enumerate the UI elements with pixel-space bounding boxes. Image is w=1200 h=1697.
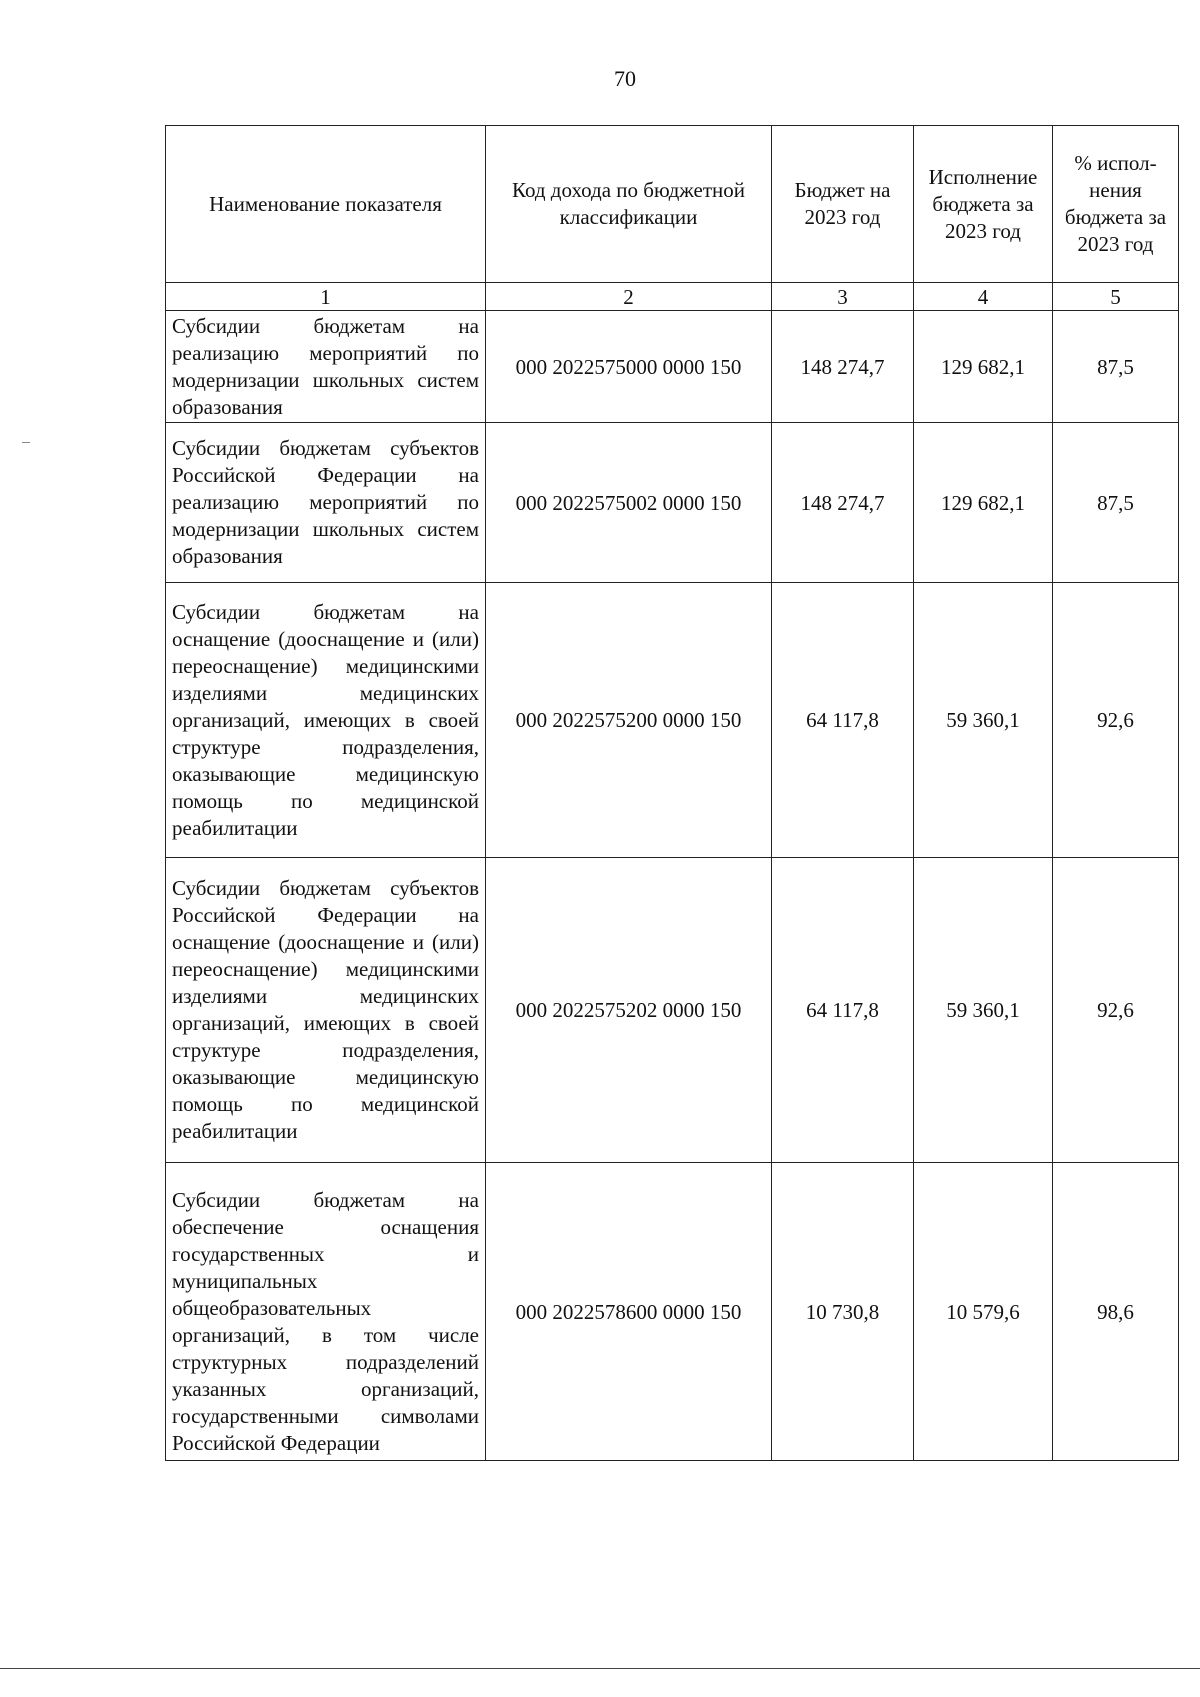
margin-mark <box>22 442 30 443</box>
table-row <box>166 311 1179 423</box>
table-row <box>166 858 1179 1163</box>
income-code: 000 2022578600 0000 150 <box>486 1163 772 1461</box>
table-header-row <box>166 126 1179 283</box>
indicator-name: Субсидии бюджетам на оснащение (дооснащение и (или) переоснащение) медицинскими изделиями медицинских организаций, имеющих в своей структуре подразделения, оказывающие медицинскую помощь по медицинской реабилитации <box>166 583 486 858</box>
budget-value: 148 274,7 <box>772 423 914 583</box>
income-code: 000 2022575202 0000 150 <box>486 858 772 1163</box>
header-indicator-name: Наименование показателя <box>166 126 486 283</box>
execution-value: 10 579,6 <box>914 1163 1053 1461</box>
footer-rule <box>0 1668 1200 1669</box>
execution-value: 59 360,1 <box>914 858 1053 1163</box>
budget-execution-table <box>165 125 1179 1461</box>
table-row <box>166 1163 1179 1461</box>
execution-value: 129 682,1 <box>914 311 1053 423</box>
table-row <box>166 423 1179 583</box>
execution-value: 59 360,1 <box>914 583 1053 858</box>
budget-value: 64 117,8 <box>772 858 914 1163</box>
column-number: 2 <box>486 283 772 311</box>
execution-percent: 92,6 <box>1053 583 1179 858</box>
column-number: 1 <box>166 283 486 311</box>
indicator-name: Субсидии бюджетам на реализацию мероприятий по модернизации школьных систем образования <box>166 311 486 423</box>
execution-percent: 98,6 <box>1053 1163 1179 1461</box>
execution-percent: 87,5 <box>1053 423 1179 583</box>
header-income-code: Код дохода по бюджетной классификации <box>486 126 772 283</box>
header-budget-2023: Бюджет на 2023 год <box>772 126 914 283</box>
budget-value: 64 117,8 <box>772 583 914 858</box>
indicator-name: Субсидии бюджетам субъектов Российской Федерации на оснащение (дооснащение и (или) переоснащение) медицинскими изделиями медицинских организаций, имеющих в своей структуре подразделения, оказывающие медицинскую помощь по медицинской реабилитации <box>166 858 486 1163</box>
header-execution-percent: % испол-нения бюджета за 2023 год <box>1053 126 1179 283</box>
indicator-name: Субсидии бюджетам на обеспечение оснащения государственных и муниципальных общеобразовательных организаций, в том числе структурных подразделений указанных организаций, государственными символами Российской Федерации <box>166 1163 486 1461</box>
execution-percent: 92,6 <box>1053 858 1179 1163</box>
header-execution-2023: Исполнение бюджета за 2023 год <box>914 126 1053 283</box>
column-number-row <box>166 283 1179 311</box>
column-number: 5 <box>1053 283 1179 311</box>
budget-value: 10 730,8 <box>772 1163 914 1461</box>
execution-value: 129 682,1 <box>914 423 1053 583</box>
column-number: 3 <box>772 283 914 311</box>
budget-value: 148 274,7 <box>772 311 914 423</box>
indicator-name: Субсидии бюджетам субъектов Российской Федерации на реализацию мероприятий по модернизации школьных систем образования <box>166 423 486 583</box>
income-code: 000 2022575200 0000 150 <box>486 583 772 858</box>
execution-percent: 87,5 <box>1053 311 1179 423</box>
income-code: 000 2022575000 0000 150 <box>486 311 772 423</box>
table-row <box>166 583 1179 858</box>
column-number: 4 <box>914 283 1053 311</box>
income-code: 000 2022575002 0000 150 <box>486 423 772 583</box>
page-number: 70 <box>614 66 636 91</box>
